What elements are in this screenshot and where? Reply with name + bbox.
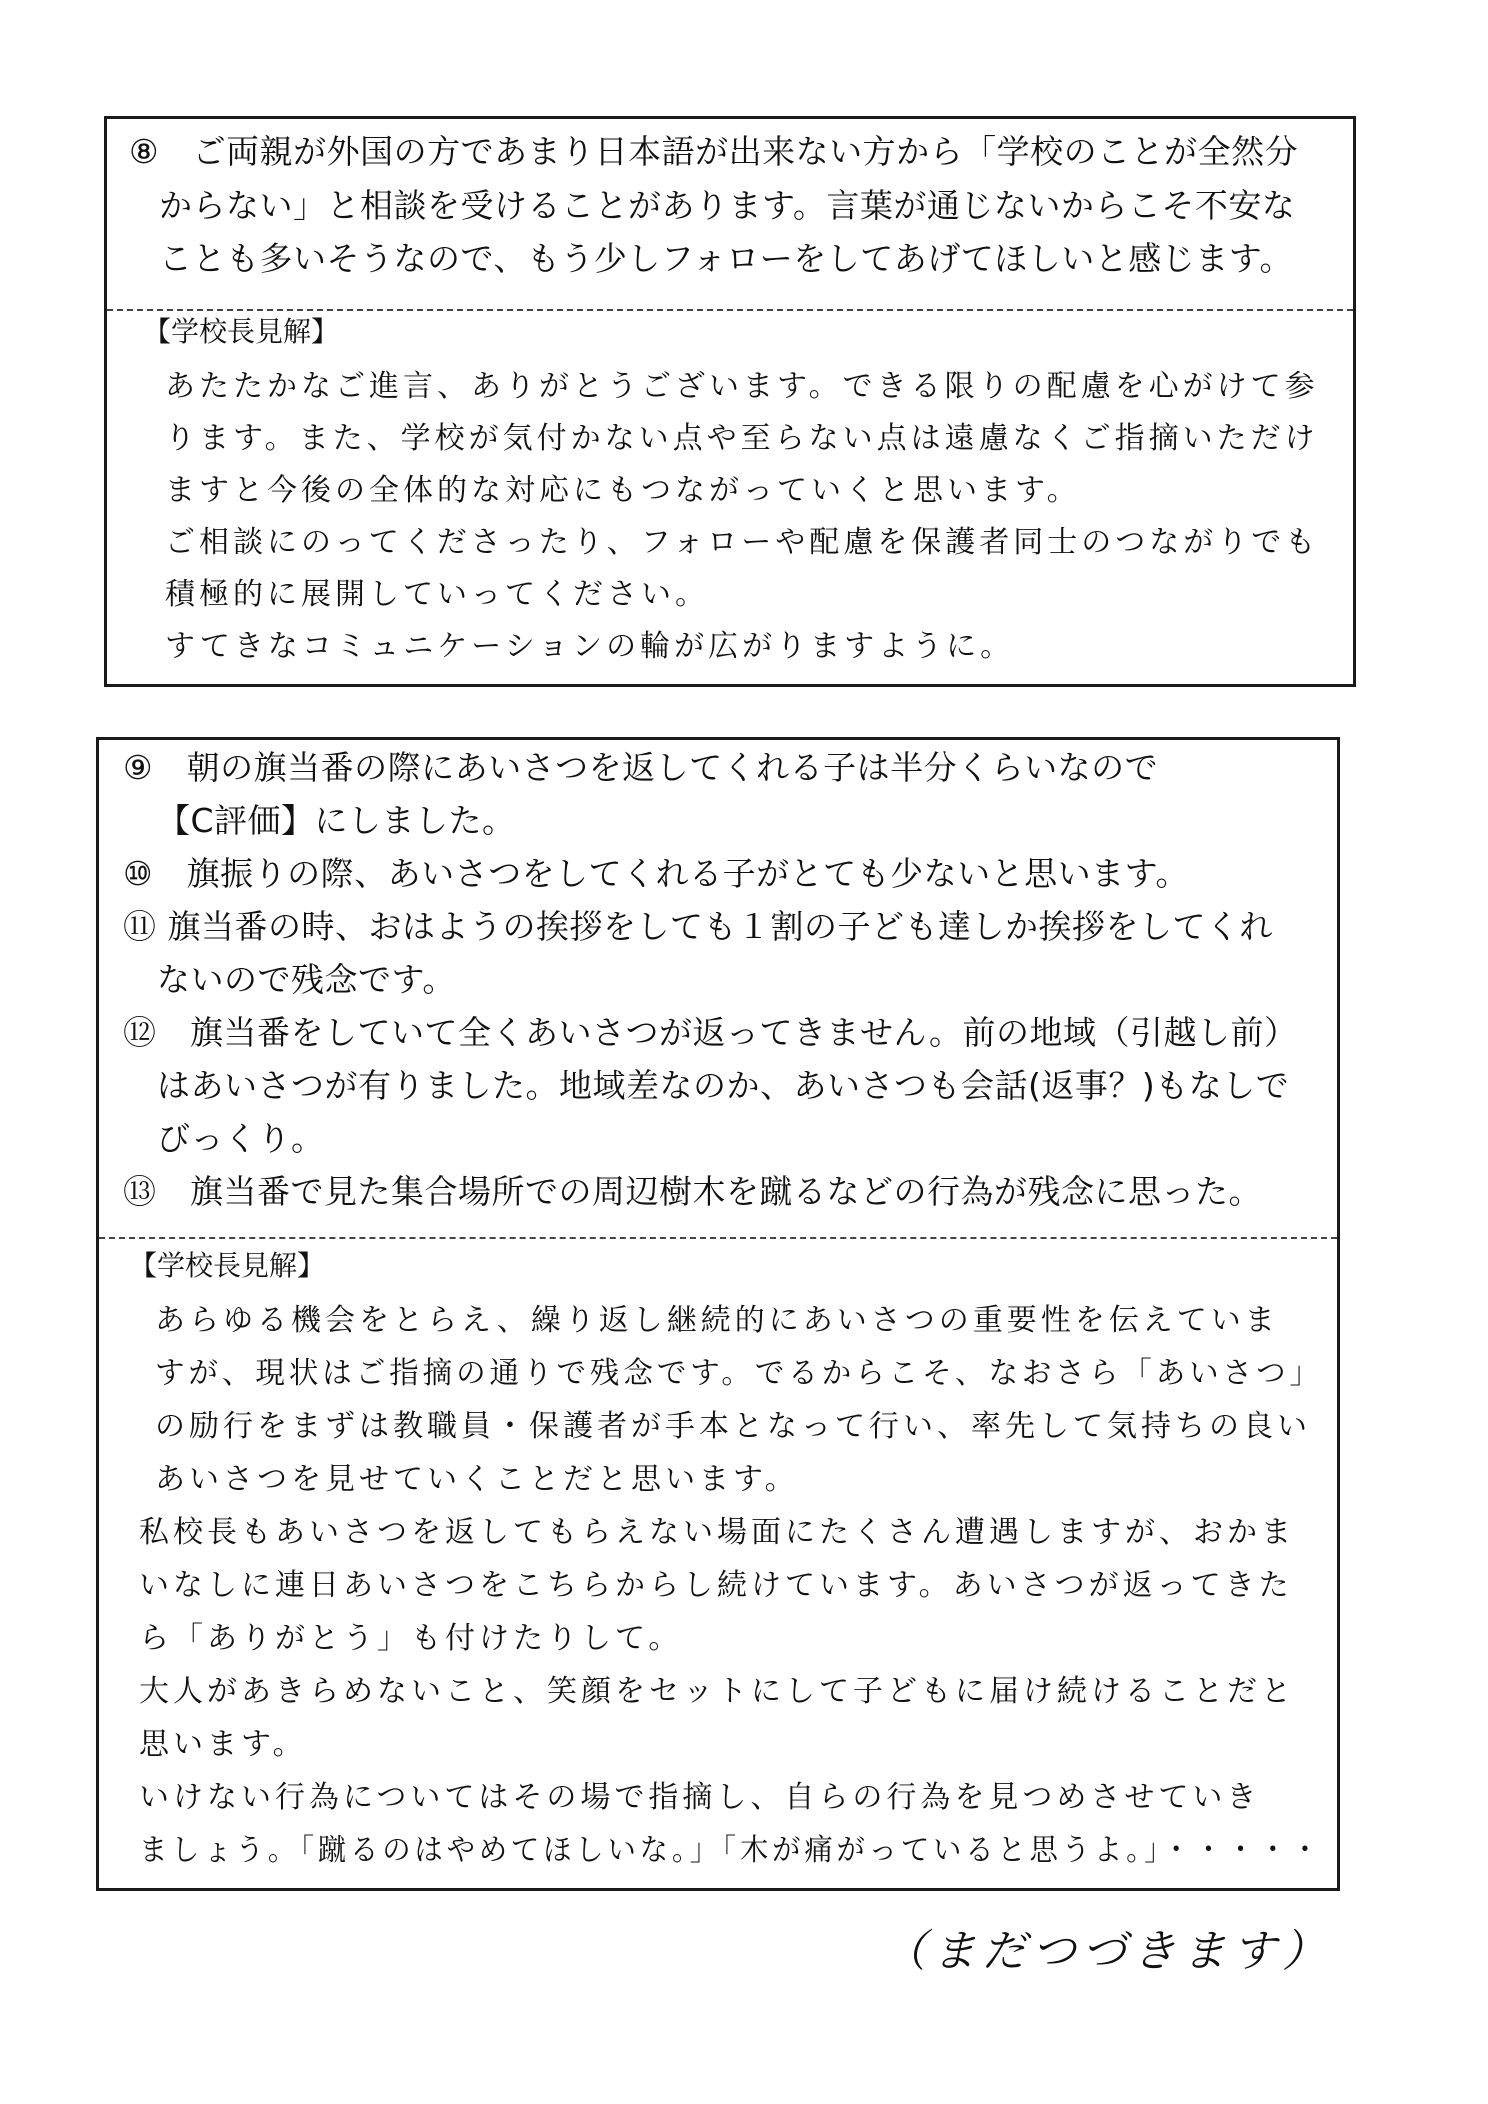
reply-line: ら「ありがとう」も付けたりして。 bbox=[139, 1621, 683, 1656]
reply-line: 積極的に展開していってください。 bbox=[165, 577, 709, 612]
section-8-box bbox=[104, 116, 1356, 687]
comment-line: ⑩ 旗振りの際、あいさつをしてくれる子がとても少ないと思います。 bbox=[123, 854, 1189, 893]
comment-line: ⑧ ご両親が外国の方であまり日本語が出来ない方から「学校のことが全然分 bbox=[129, 132, 1299, 171]
comment-line: ないので残念です。 bbox=[157, 960, 456, 999]
section-divider bbox=[107, 309, 1353, 311]
reply-line: あらゆる機会をとらえ、繰り返し継続的にあいさつの重要性を伝えていま bbox=[155, 1303, 1279, 1338]
section-divider bbox=[99, 1237, 1337, 1239]
reply-line: 私校長もあいさつを返してもらえない場面にたくさん遭遇しますが、おかま bbox=[139, 1515, 1295, 1550]
comment-line: ⑫ 旗当番をしていて全くあいさつが返ってきません。前の地域（引越し前） bbox=[123, 1013, 1298, 1052]
reply-line: ますと今後の全体的な対応にもつながっていくと思います。 bbox=[165, 473, 1081, 508]
comment-line: 【C評価】にしました。 bbox=[157, 801, 516, 840]
reply-line: いけない行為についてはその場で指摘し、自らの行為を見つめさせていき bbox=[139, 1780, 1261, 1815]
reply-line: ましょう。「蹴るのはやめてほしいな。」「木が痛がっていると思うよ。」・・・・・ bbox=[139, 1833, 1323, 1868]
principal-reply-label: 【学校長見解】 bbox=[143, 315, 340, 348]
comment-line: からない」と相談を受けることがあります。言葉が通じないからこそ不安な bbox=[159, 186, 1296, 225]
reply-line: あたたかなご進言、ありがとうございます。できる限りの配慮を心がけて参 bbox=[165, 369, 1319, 404]
continued-note: （まだつづきます） bbox=[882, 1926, 1332, 1977]
comment-line: びっくり。 bbox=[157, 1119, 325, 1158]
comment-line: ⑨ 朝の旗当番の際にあいさつを返してくれる子は半分くらいなので bbox=[123, 748, 1159, 787]
comment-line: ことも多いそうなので、もう少しフォローをしてあげてほしいと感じます。 bbox=[159, 239, 1294, 278]
reply-line: 大人があきらめないこと、笑顔をセットにして子どもに届け続けることだと bbox=[139, 1674, 1295, 1709]
principal-reply-label: 【学校長見解】 bbox=[129, 1249, 326, 1282]
reply-line: すてきなコミュニケーションの輪が広がりますように。 bbox=[165, 629, 1015, 664]
reply-line: すが、現状はご指摘の通りで残念です。でるからこそ、なおさら「あいさつ」 bbox=[155, 1356, 1324, 1391]
reply-line: いなしに連日あいさつをこちらからし続けています。あいさつが返ってきた bbox=[139, 1568, 1293, 1603]
reply-line: ご相談にのってくださったり、フォローや配慮を保護者同士のつながりでも bbox=[165, 525, 1320, 560]
comment-line: ⑬ 旗当番で見た集合場所での周辺樹木を蹴るなどの行為が残念に思った。 bbox=[123, 1172, 1262, 1211]
reply-line: の励行をまずは教職員・保護者が手本となって行い、率先して気持ちの良い bbox=[155, 1409, 1311, 1444]
reply-line: 思います。 bbox=[139, 1727, 307, 1762]
section-9-13-box bbox=[96, 737, 1340, 1891]
reply-line: ります。また、学校が気付かない点や至らない点は遠慮なくご指摘いただけ bbox=[165, 421, 1319, 456]
comment-line: はあいさつが有りました。地域差なのか、あいさつも会話(返事？)もなしで bbox=[157, 1066, 1290, 1105]
reply-line: あいさつを見せていくことだと思います。 bbox=[155, 1462, 799, 1497]
comment-line: ⑪ 旗当番の時、おはようの挨拶をしても１割の子ども達しか挨拶をしてくれ bbox=[123, 907, 1273, 946]
